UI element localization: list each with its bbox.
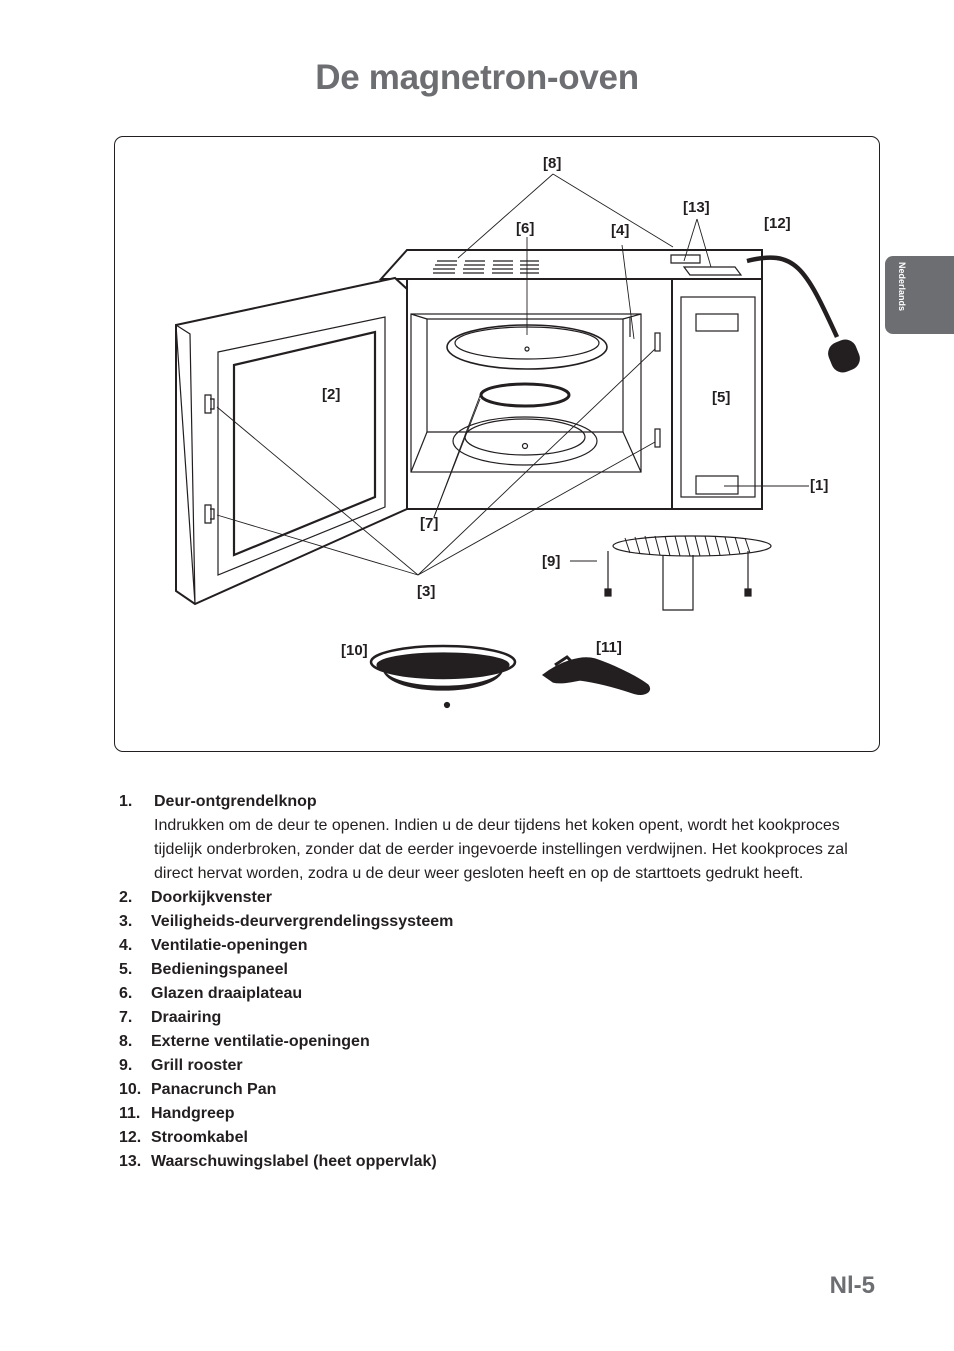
grill-rack-bars bbox=[625, 536, 750, 556]
list-item: 9. Grill rooster bbox=[119, 1054, 879, 1078]
callout-11: [11] bbox=[596, 639, 622, 656]
callout-13: [13] bbox=[683, 199, 710, 216]
microwave-illustration bbox=[115, 137, 881, 753]
parts-list bbox=[119, 790, 879, 1174]
part-name: Draairing bbox=[151, 1009, 222, 1026]
oven-door bbox=[176, 278, 407, 604]
part-name: Externe ventilatie-openingen bbox=[151, 1033, 370, 1050]
part-name: Glazen draaiplateau bbox=[151, 985, 303, 1002]
callout-1: [1] bbox=[810, 477, 829, 494]
part-name: Panacrunch Pan bbox=[151, 1081, 277, 1098]
list-item: 2. Doorkijkvenster bbox=[119, 886, 879, 910]
callout-6: [6] bbox=[516, 220, 535, 237]
callout-5: [5] bbox=[712, 389, 731, 406]
list-item: 5. Bedieningspaneel bbox=[119, 958, 879, 982]
part-name: Veiligheids-deurvergrendelingssysteem bbox=[151, 913, 454, 930]
part-name: Handgreep bbox=[151, 1105, 235, 1122]
part-name: Bedieningspaneel bbox=[151, 961, 288, 978]
part-name: Grill rooster bbox=[151, 1057, 243, 1074]
part-name: Stroomkabel bbox=[151, 1129, 248, 1146]
list-item: 12. Stroomkabel bbox=[119, 1126, 879, 1150]
list-item: 6. Glazen draaiplateau bbox=[119, 982, 879, 1006]
part-name: Doorkijkvenster bbox=[151, 889, 272, 906]
callout-8: [8] bbox=[543, 155, 562, 172]
part-name: Waarschuwingslabel (heet oppervlak) bbox=[151, 1153, 437, 1170]
language-tab bbox=[885, 256, 954, 334]
callout-12: [12] bbox=[764, 215, 791, 232]
callout-10: [10] bbox=[341, 642, 368, 659]
microwave-diagram bbox=[114, 136, 880, 752]
list-item: 4. Ventilatie-openingen bbox=[119, 934, 879, 958]
list-item: 1. Deur-ontgrendelknop Indrukken om de deur te openen. Indien u de deur tijdens het koken opent, wordt het kookproces tijdelijk onderbroken, zonder dat de eerder ingevoerde instellingen verdwijnen. Het kookproces zal direct hervat worden, zodra u de deur weer gesloten heeft en op de starttoets gedrukt heeft. bbox=[119, 790, 879, 886]
part-name: Deur-ontgrendelknop bbox=[154, 793, 317, 810]
list-item: 3. Veiligheids-deurvergrendelingssysteem bbox=[119, 910, 879, 934]
list-item: 11. Handgreep bbox=[119, 1102, 879, 1126]
list-item: 10. Panacrunch Pan bbox=[119, 1078, 879, 1102]
page-number: Nl-5 bbox=[829, 1272, 875, 1299]
callout-4: [4] bbox=[611, 222, 630, 239]
callout-3: [3] bbox=[417, 583, 436, 600]
callout-9: [9] bbox=[542, 553, 561, 570]
language-tab-label: Nederlands bbox=[897, 262, 907, 312]
callout-7: [7] bbox=[420, 515, 439, 532]
list-item: 7. Draairing bbox=[119, 1006, 879, 1030]
page-title: De magnetron-oven bbox=[315, 58, 639, 97]
part-name: Ventilatie-openingen bbox=[151, 937, 308, 954]
list-item: 13. Waarschuwingslabel (heet oppervlak) bbox=[119, 1150, 879, 1174]
power-plug bbox=[825, 337, 862, 375]
callout-2: [2] bbox=[322, 386, 341, 403]
list-item: 8. Externe ventilatie-openingen bbox=[119, 1030, 879, 1054]
part-description: Indrukken om de deur te openen. Indien u de deur tijdens het koken opent, wordt het kookproces tijdelijk onderbroken, zonder dat de eerder ingevoerde instellingen verdwijnen. Het kookproces zal direct hervat worden, zodra u de deur weer gesloten heeft en op de starttoets gedrukt heeft. bbox=[154, 817, 848, 882]
